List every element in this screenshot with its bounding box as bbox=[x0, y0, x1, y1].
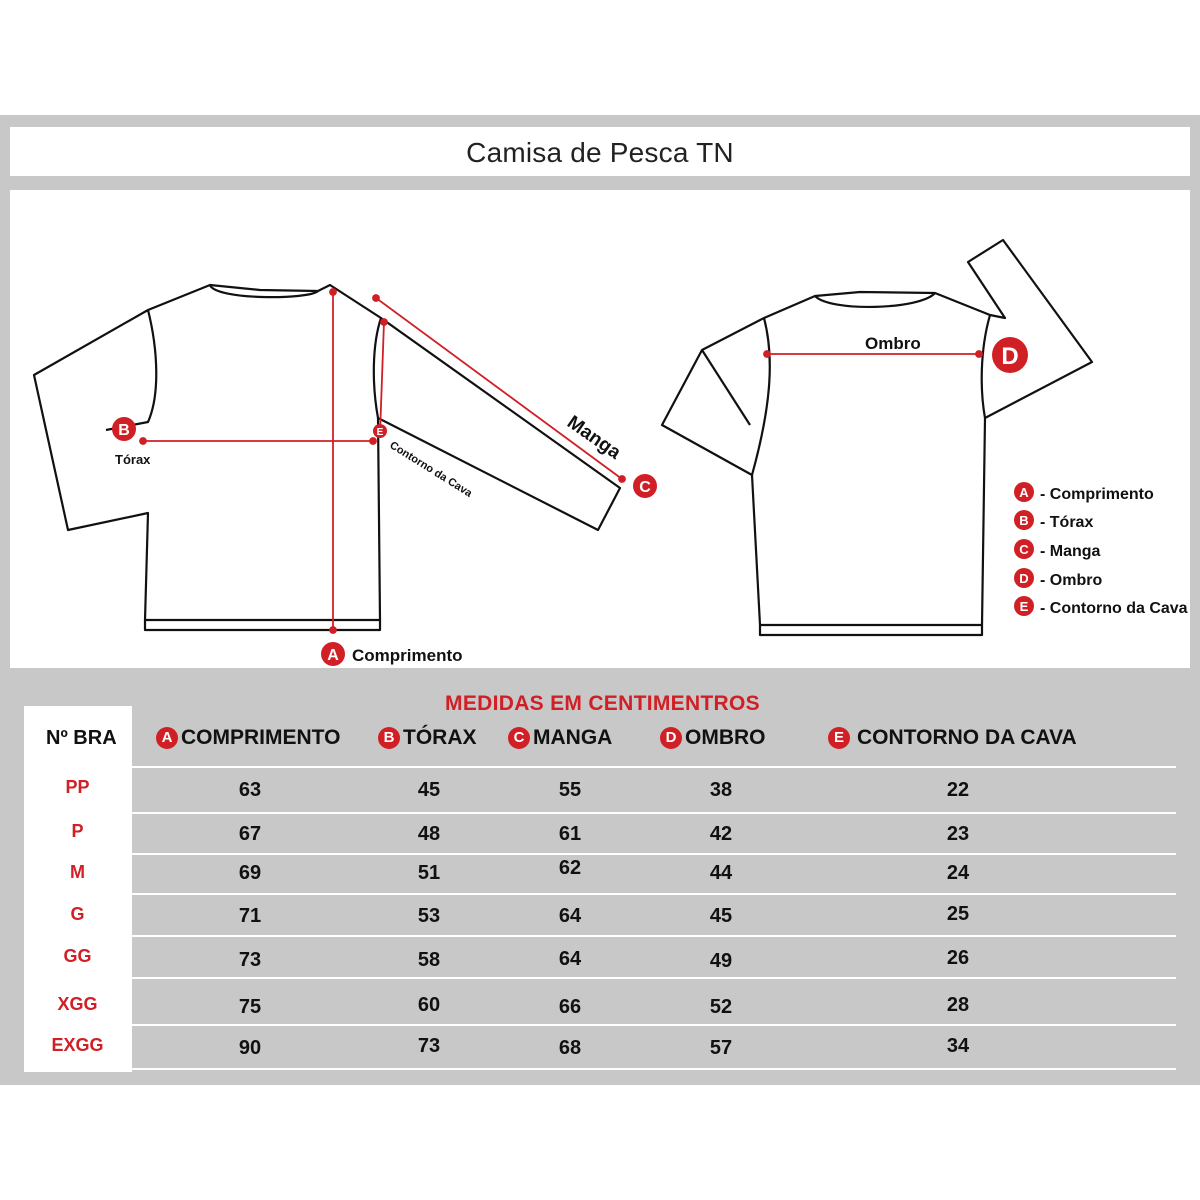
cell-comprimento: 67 bbox=[238, 823, 262, 845]
row-divider bbox=[132, 893, 1176, 895]
badge-b-icon: B bbox=[378, 727, 400, 749]
size-column-background bbox=[24, 706, 132, 1072]
size-label: XGG bbox=[57, 994, 98, 1014]
cell-ombro: 42 bbox=[709, 823, 733, 845]
cell-manga: 64 bbox=[558, 905, 582, 927]
svg-text:E: E bbox=[1019, 599, 1029, 614]
label-comprimento: Comprimento bbox=[352, 646, 463, 665]
svg-text:A: A bbox=[327, 647, 339, 664]
cell-comprimento: 69 bbox=[238, 862, 262, 884]
cell-manga: 61 bbox=[558, 823, 582, 845]
cell-manga: 55 bbox=[558, 779, 582, 801]
size-label: PP bbox=[65, 777, 90, 797]
size-label: M bbox=[70, 862, 85, 882]
cell-ombro: 57 bbox=[709, 1037, 733, 1059]
svg-text:B: B bbox=[118, 422, 130, 439]
svg-text:D: D bbox=[1019, 571, 1029, 586]
svg-text:- Comprimento: - Comprimento bbox=[1040, 486, 1154, 503]
svg-text:- Contorno da Cava: - Contorno da Cava bbox=[1040, 600, 1188, 617]
header-manga: C MANGA bbox=[508, 725, 612, 751]
header-torax: B TÓRAX bbox=[378, 725, 477, 751]
svg-text:D: D bbox=[1001, 343, 1019, 370]
cell-manga: 68 bbox=[558, 1037, 582, 1059]
legend-item-b bbox=[1014, 510, 1093, 531]
badge-c bbox=[633, 474, 657, 498]
size-label: P bbox=[71, 821, 84, 841]
cell-ombro: 38 bbox=[709, 779, 733, 801]
cell-torax: 48 bbox=[417, 823, 441, 845]
label-torax: Tórax bbox=[115, 452, 151, 467]
cell-manga: 64 bbox=[558, 948, 582, 970]
header-size: Nº BRA bbox=[46, 726, 117, 749]
legend-item-d bbox=[1014, 568, 1102, 589]
legend-item-c bbox=[1014, 539, 1101, 560]
row-divider bbox=[132, 1024, 1176, 1026]
cell-torax: 53 bbox=[417, 905, 441, 927]
cell-torax: 58 bbox=[417, 949, 441, 971]
cell-torax: 73 bbox=[417, 1035, 441, 1057]
cell-manga: 66 bbox=[558, 996, 582, 1018]
cell-manga: 62 bbox=[558, 857, 582, 879]
legend bbox=[1014, 482, 1188, 617]
cell-ombro: 45 bbox=[709, 905, 733, 927]
cell-ombro: 49 bbox=[709, 950, 733, 972]
header-comprimento: A COMPRIMENTO bbox=[156, 725, 340, 751]
cell-comprimento: 63 bbox=[238, 779, 262, 801]
size-label: EXGG bbox=[51, 1035, 104, 1055]
row-divider bbox=[132, 766, 1176, 768]
cell-ombro: 52 bbox=[709, 996, 733, 1018]
cell-torax: 45 bbox=[417, 779, 441, 801]
label-manga: Manga bbox=[563, 411, 625, 464]
svg-text:B: B bbox=[1019, 513, 1029, 528]
table-caption: MEDIDAS EM CENTIMENTROS bbox=[445, 692, 760, 715]
legend-item-e bbox=[1014, 596, 1188, 617]
cell-comprimento: 75 bbox=[238, 996, 262, 1018]
cell-contorno-da-cava: 34 bbox=[946, 1035, 970, 1057]
header-ombro: D OMBRO bbox=[660, 725, 766, 751]
row-divider bbox=[132, 812, 1176, 814]
badge-d bbox=[992, 337, 1028, 373]
cell-comprimento: 71 bbox=[238, 905, 262, 927]
row-divider bbox=[132, 977, 1176, 979]
front-measure-lines bbox=[140, 289, 625, 633]
svg-text:- Ombro: - Ombro bbox=[1040, 572, 1103, 589]
cell-contorno-da-cava: 24 bbox=[946, 862, 970, 884]
cell-contorno-da-cava: 26 bbox=[946, 947, 970, 969]
svg-text:C: C bbox=[1019, 542, 1029, 557]
badge-b bbox=[112, 417, 136, 441]
svg-text:E: E bbox=[376, 427, 384, 438]
cell-contorno-da-cava: 22 bbox=[946, 779, 970, 801]
row-divider bbox=[132, 1068, 1176, 1070]
svg-text:A: A bbox=[1019, 485, 1029, 500]
cell-contorno-da-cava: 25 bbox=[946, 903, 970, 925]
size-label: G bbox=[70, 904, 85, 924]
svg-text:- Manga: - Manga bbox=[1040, 543, 1101, 560]
cell-ombro: 44 bbox=[709, 862, 733, 884]
header-contorno-da-cava: E CONTORNO DA CAVA bbox=[828, 725, 1077, 751]
badge-e-icon: E bbox=[828, 727, 850, 749]
page-title: Camisa de Pesca TN bbox=[466, 137, 734, 168]
badge-a-icon: A bbox=[156, 727, 178, 749]
legend-item-a bbox=[1014, 482, 1154, 503]
badge-d-icon: D bbox=[660, 727, 682, 749]
cell-comprimento: 90 bbox=[238, 1037, 262, 1059]
badge-c-icon: C bbox=[508, 727, 530, 749]
badge-e bbox=[373, 424, 387, 438]
cell-contorno-da-cava: 28 bbox=[946, 994, 970, 1016]
label-ombro: Ombro bbox=[865, 334, 921, 353]
svg-text:C: C bbox=[639, 479, 651, 496]
size-label: GG bbox=[63, 946, 92, 966]
label-contorno-da-cava: Contorno da Cava bbox=[387, 439, 475, 500]
svg-text:- Tórax: - Tórax bbox=[1040, 514, 1094, 531]
cell-torax: 51 bbox=[417, 862, 441, 884]
row-divider bbox=[132, 853, 1176, 855]
cell-contorno-da-cava: 23 bbox=[946, 823, 970, 845]
badge-a bbox=[321, 642, 345, 666]
cell-torax: 60 bbox=[417, 994, 441, 1016]
row-divider bbox=[132, 935, 1176, 937]
cell-comprimento: 73 bbox=[238, 949, 262, 971]
